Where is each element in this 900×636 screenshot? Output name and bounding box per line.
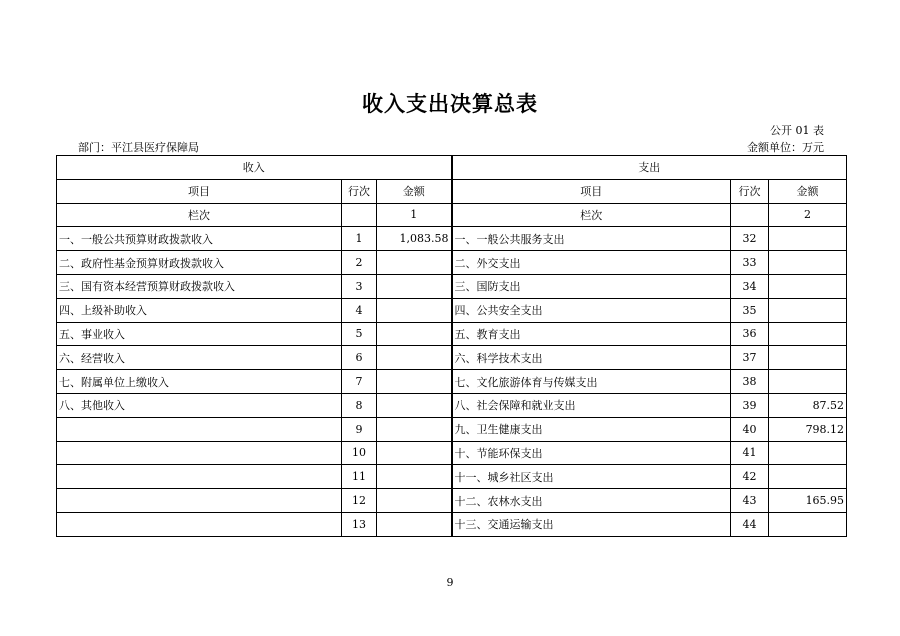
table-row xyxy=(57,370,847,394)
expense-item-cell: 一、一般公共服务支出 xyxy=(452,227,731,251)
expense-section-header: 支出 xyxy=(452,156,847,180)
expense-line-cell: 42 xyxy=(731,465,769,489)
income-item-cell: 八、其他收入 xyxy=(57,393,342,417)
income-line-cell: 12 xyxy=(342,489,377,513)
expense-line-cell: 33 xyxy=(731,251,769,275)
expense-line-cell: 41 xyxy=(731,441,769,465)
expense-item-cell: 七、文化旅游体育与传媒支出 xyxy=(452,370,731,394)
expense-item-header: 项目 xyxy=(452,179,731,203)
income-line-cell: 4 xyxy=(342,298,377,322)
expense-line-cell: 38 xyxy=(731,370,769,394)
expense-amount-cell xyxy=(769,441,847,465)
table-row xyxy=(57,393,847,417)
table-row xyxy=(57,465,847,489)
income-line-cell: 9 xyxy=(342,417,377,441)
expense-amount-cell xyxy=(769,370,847,394)
expense-amount-cell xyxy=(769,322,847,346)
table-row xyxy=(57,274,847,298)
expense-item-cell: 三、国防支出 xyxy=(452,274,731,298)
expense-item-cell: 十一、城乡社区支出 xyxy=(452,465,731,489)
expense-line-cell: 36 xyxy=(731,322,769,346)
income-line-cell: 5 xyxy=(342,322,377,346)
income-item-cell: 七、附属单位上缴收入 xyxy=(57,370,342,394)
table-row xyxy=(57,322,847,346)
income-column-label: 栏次 xyxy=(57,203,342,227)
income-amount-cell xyxy=(377,441,452,465)
column-header-row xyxy=(57,179,847,203)
expense-amount-cell xyxy=(769,251,847,275)
expense-item-cell: 四、公共安全支出 xyxy=(452,298,731,322)
income-item-cell xyxy=(57,441,342,465)
income-item-cell: 五、事业收入 xyxy=(57,322,342,346)
income-amount-cell xyxy=(377,465,452,489)
expense-column-label: 栏次 xyxy=(452,203,731,227)
table-row xyxy=(57,251,847,275)
income-item-cell xyxy=(57,489,342,513)
income-amount-cell xyxy=(377,393,452,417)
department-label: 部门：平江县医疗保障局 xyxy=(78,141,199,154)
expense-amount-cell: 165.95 xyxy=(769,489,847,513)
income-amount-cell xyxy=(377,370,452,394)
section-header-row xyxy=(57,156,847,180)
income-line-cell: 10 xyxy=(342,441,377,465)
income-amount-cell xyxy=(377,489,452,513)
income-item-cell: 三、国有资本经营预算财政拨款收入 xyxy=(57,274,342,298)
income-amount-cell xyxy=(377,298,452,322)
table-row xyxy=(57,512,847,536)
expense-amount-cell xyxy=(769,512,847,536)
expense-item-cell: 五、教育支出 xyxy=(452,322,731,346)
expense-item-cell: 二、外交支出 xyxy=(452,251,731,275)
income-item-cell: 二、政府性基金预算财政拨款收入 xyxy=(57,251,342,275)
income-line-cell: 13 xyxy=(342,512,377,536)
expense-line-cell: 34 xyxy=(731,274,769,298)
income-amount-cell xyxy=(377,251,452,275)
expense-line-cell: 39 xyxy=(731,393,769,417)
expense-line-cell: 40 xyxy=(731,417,769,441)
expense-line-header: 行次 xyxy=(731,179,769,203)
income-item-cell xyxy=(57,512,342,536)
income-amount-cell xyxy=(377,322,452,346)
table-row xyxy=(57,441,847,465)
income-item-header: 项目 xyxy=(57,179,342,203)
income-line-cell: 7 xyxy=(342,370,377,394)
expense-line-cell: 32 xyxy=(731,227,769,251)
income-column-number: 1 xyxy=(377,203,452,227)
income-amount-cell xyxy=(377,512,452,536)
expense-amount-cell xyxy=(769,346,847,370)
expense-item-cell: 六、科学技术支出 xyxy=(452,346,731,370)
expense-item-cell: 十二、农林水支出 xyxy=(452,489,731,513)
expense-item-cell: 十、节能环保支出 xyxy=(452,441,731,465)
income-section-header: 收入 xyxy=(57,156,452,180)
income-line-cell: 8 xyxy=(342,393,377,417)
income-line-cell: 6 xyxy=(342,346,377,370)
table-row xyxy=(57,346,847,370)
income-item-cell: 一、一般公共预算财政拨款收入 xyxy=(57,227,342,251)
expense-amount-header: 金额 xyxy=(769,179,847,203)
expense-line-cell: 44 xyxy=(731,512,769,536)
income-item-cell: 四、上级补助收入 xyxy=(57,298,342,322)
income-line-cell: 3 xyxy=(342,274,377,298)
expense-item-cell: 八、社会保障和就业支出 xyxy=(452,393,731,417)
expense-amount-cell xyxy=(769,465,847,489)
expense-amount-cell: 87.52 xyxy=(769,393,847,417)
expense-column-line xyxy=(731,203,769,227)
income-line-header: 行次 xyxy=(342,179,377,203)
expense-amount-cell xyxy=(769,227,847,251)
expense-item-cell: 十三、交通运输支出 xyxy=(452,512,731,536)
table-row xyxy=(57,489,847,513)
table-row xyxy=(57,227,847,251)
column-number-row xyxy=(57,203,847,227)
expense-line-cell: 35 xyxy=(731,298,769,322)
table-row xyxy=(57,298,847,322)
income-line-cell: 1 xyxy=(342,227,377,251)
income-column-line xyxy=(342,203,377,227)
income-line-cell: 11 xyxy=(342,465,377,489)
income-item-cell xyxy=(57,465,342,489)
expense-amount-cell: 798.12 xyxy=(769,417,847,441)
expense-line-cell: 43 xyxy=(731,489,769,513)
income-amount-cell xyxy=(377,274,452,298)
income-amount-header: 金额 xyxy=(377,179,452,203)
income-amount-cell: 1,083.58 xyxy=(377,227,452,251)
income-amount-cell xyxy=(377,346,452,370)
page-title: 收入支出决算总表 xyxy=(362,92,538,116)
form-code: 公开 01 表 xyxy=(770,124,824,137)
income-item-cell: 六、经营收入 xyxy=(57,346,342,370)
income-amount-cell xyxy=(377,417,452,441)
expense-item-cell: 九、卫生健康支出 xyxy=(452,417,731,441)
table-row xyxy=(57,417,847,441)
page-number: 9 xyxy=(446,576,454,589)
income-item-cell xyxy=(57,417,342,441)
expense-line-cell: 37 xyxy=(731,346,769,370)
expense-amount-cell xyxy=(769,298,847,322)
expense-column-number: 2 xyxy=(769,203,847,227)
expense-amount-cell xyxy=(769,274,847,298)
income-expense-table xyxy=(56,155,847,537)
amount-unit-label: 金额单位：万元 xyxy=(747,141,824,154)
income-line-cell: 2 xyxy=(342,251,377,275)
